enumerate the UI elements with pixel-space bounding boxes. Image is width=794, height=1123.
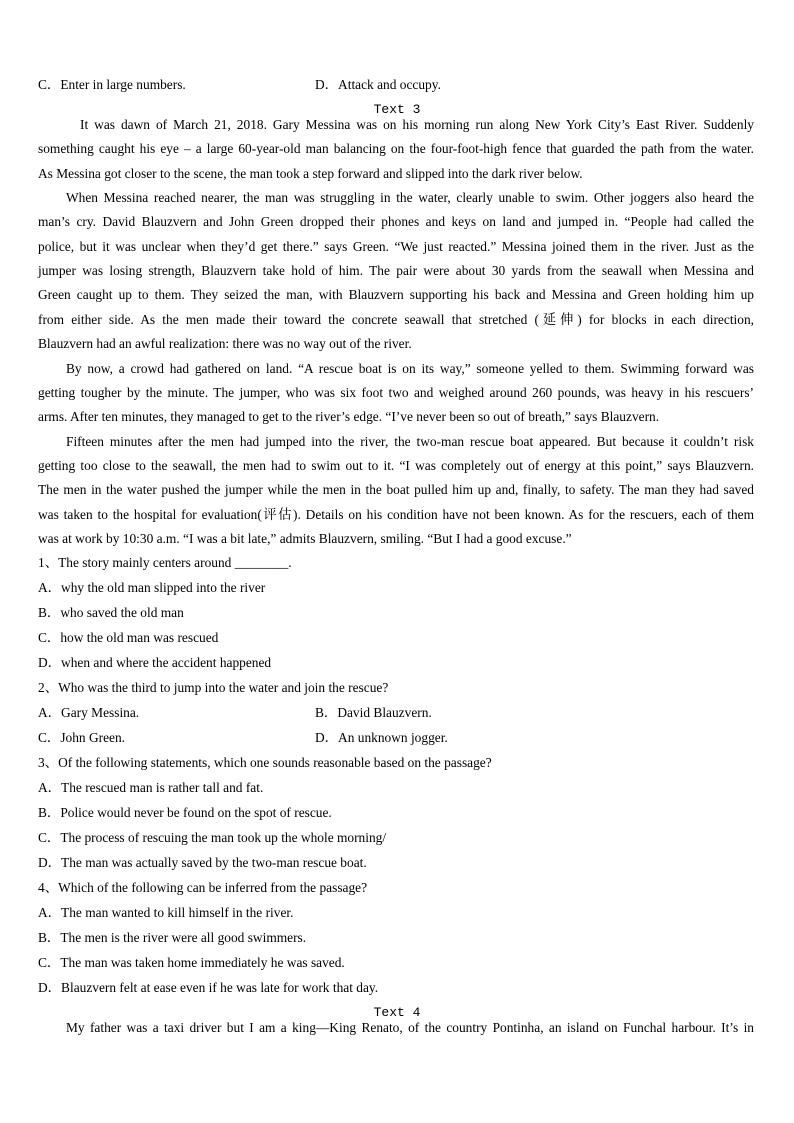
option-right: B．David Blauzvern. [315, 705, 432, 720]
question-stem: 2、Who was the third to jump into the water and join the rescue? [38, 680, 389, 695]
paragraph-line: As Messina got closer to the scene, the man took a step forward and slipped into the dark river below. [38, 165, 583, 181]
question-stem: 1、The story mainly centers around ________. [38, 555, 292, 570]
option-right: D．An unknown jogger. [315, 730, 448, 745]
option-row [38, 705, 754, 721]
answer-option: A．The rescued man is rather tall and fat. [38, 780, 264, 795]
paragraph-line: By now, a crowd had gathered on land. “A rescue boat is on its way,” someone yelled to them. Swimming forward was [66, 360, 754, 376]
answer-option: D．Blauzvern felt at ease even if he was late for work that day. [38, 980, 379, 995]
paragraph-line: When Messina reached nearer, the man was struggling in the water, clearly unable to swim. Other joggers also heard the [66, 190, 754, 206]
paragraph-line: something caught his eye – a large 60-year-old man balancing on the four-foot-high fence that guarded the path from the water. [38, 141, 754, 157]
paragraph-line: Fifteen minutes after the men had jumped into the river, the two-man rescue boat appeared. But because it couldn’t risk [66, 433, 754, 449]
option-left: A．Gary Messina. [38, 705, 140, 720]
answer-option: B．Police would never be found on the spot of rescue. [38, 805, 332, 820]
answer-option: A．why the old man slipped into the river [38, 580, 266, 595]
paragraph-line: getting tougher by the minute. The jumper, who was six foot two and weighed around 260 pounds, was heavy in his rescuers’ [38, 384, 754, 400]
answer-option: D．when and where the accident happened [38, 655, 272, 670]
paragraph-line: from either side. As the men made their toward the concrete seawall that stretched (延伸) for blocks in each direction, [38, 311, 754, 327]
answer-option: C．The process of rescuing the man took up the whole morning/ [38, 830, 387, 845]
paragraph-line: was at work by 10:30 a.m. “I was a bit late,” admits Blauzvern, smiling. “But I had a good excuse.” [38, 530, 572, 546]
answer-option: B．who saved the old man [38, 605, 184, 620]
question-stem: 3、Of the following statements, which one sounds reasonable based on the passage? [38, 755, 492, 770]
option-right: D．Attack and occupy. [315, 77, 441, 92]
answer-option: D．The man was actually saved by the two-man rescue boat. [38, 855, 367, 870]
option-left: C．John Green. [38, 730, 126, 745]
answer-option: A．The man wanted to kill himself in the river. [38, 905, 294, 920]
option-row [38, 730, 754, 746]
paragraph-line: My father was a taxi driver but I am a king—King Renato, of the country Pontinha, an island on Funchal harbour. It’s in [66, 1020, 754, 1035]
paragraph-line: arms. After ten minutes, they managed to get to the river’s edge. “I’ve never been so out of breath,” says Blauzvern. [38, 409, 660, 425]
paragraph-line: was taken to the hospital for evaluation(评估). Details on his condition have not been known. As for the rescuers, each of them [38, 506, 754, 522]
section-title-text4: Text 4 [373, 1005, 421, 1020]
paragraph-line: getting too close to the seawall, the men had to swim out to it. “I was completely out of energy at this point,” says Blauzvern. [38, 457, 754, 473]
paragraph-line: It was dawn of March 21, 2018. Gary Messina was on his morning run along New York City’s East River. Suddenly [80, 117, 754, 132]
answer-option: C．The man was taken home immediately he was saved. [38, 955, 345, 970]
answer-option: B．The men is the river were all good swimmers. [38, 930, 307, 945]
option-left: C．Enter in large numbers. [38, 77, 186, 92]
question-stem: 4、Which of the following can be inferred from the passage? [38, 880, 368, 895]
paragraph-line: jumper was losing strength, Blauzvern take hold of him. The pair were about 30 yards from the seawall when Messina and [38, 263, 754, 279]
paragraph-line: police, but it was unclear when they’d get there.” says Green. “We just reacted.” Messina joined them in the river. Just as the [38, 238, 754, 254]
paragraph-line: Green caught up to them. They seized the man, with Blauzvern supporting his back and Messina and Green holding him up [38, 287, 754, 303]
previous-options-row [38, 77, 754, 93]
paragraph-line: The men in the water pushed the jumper while the men in the boat pulled him up and, finally, to safety. The man they had saved [38, 482, 754, 498]
paragraph-line: Blauzvern had an awful realization: there was no way out of the river. [38, 336, 412, 352]
section-title-text3: Text 3 [373, 102, 421, 117]
answer-option: C．how the old man was rescued [38, 630, 219, 645]
paragraph-line: man’s cry. David Blauzvern and John Green dropped their phones and keys on land and jumped in. “People had called the [38, 214, 754, 230]
